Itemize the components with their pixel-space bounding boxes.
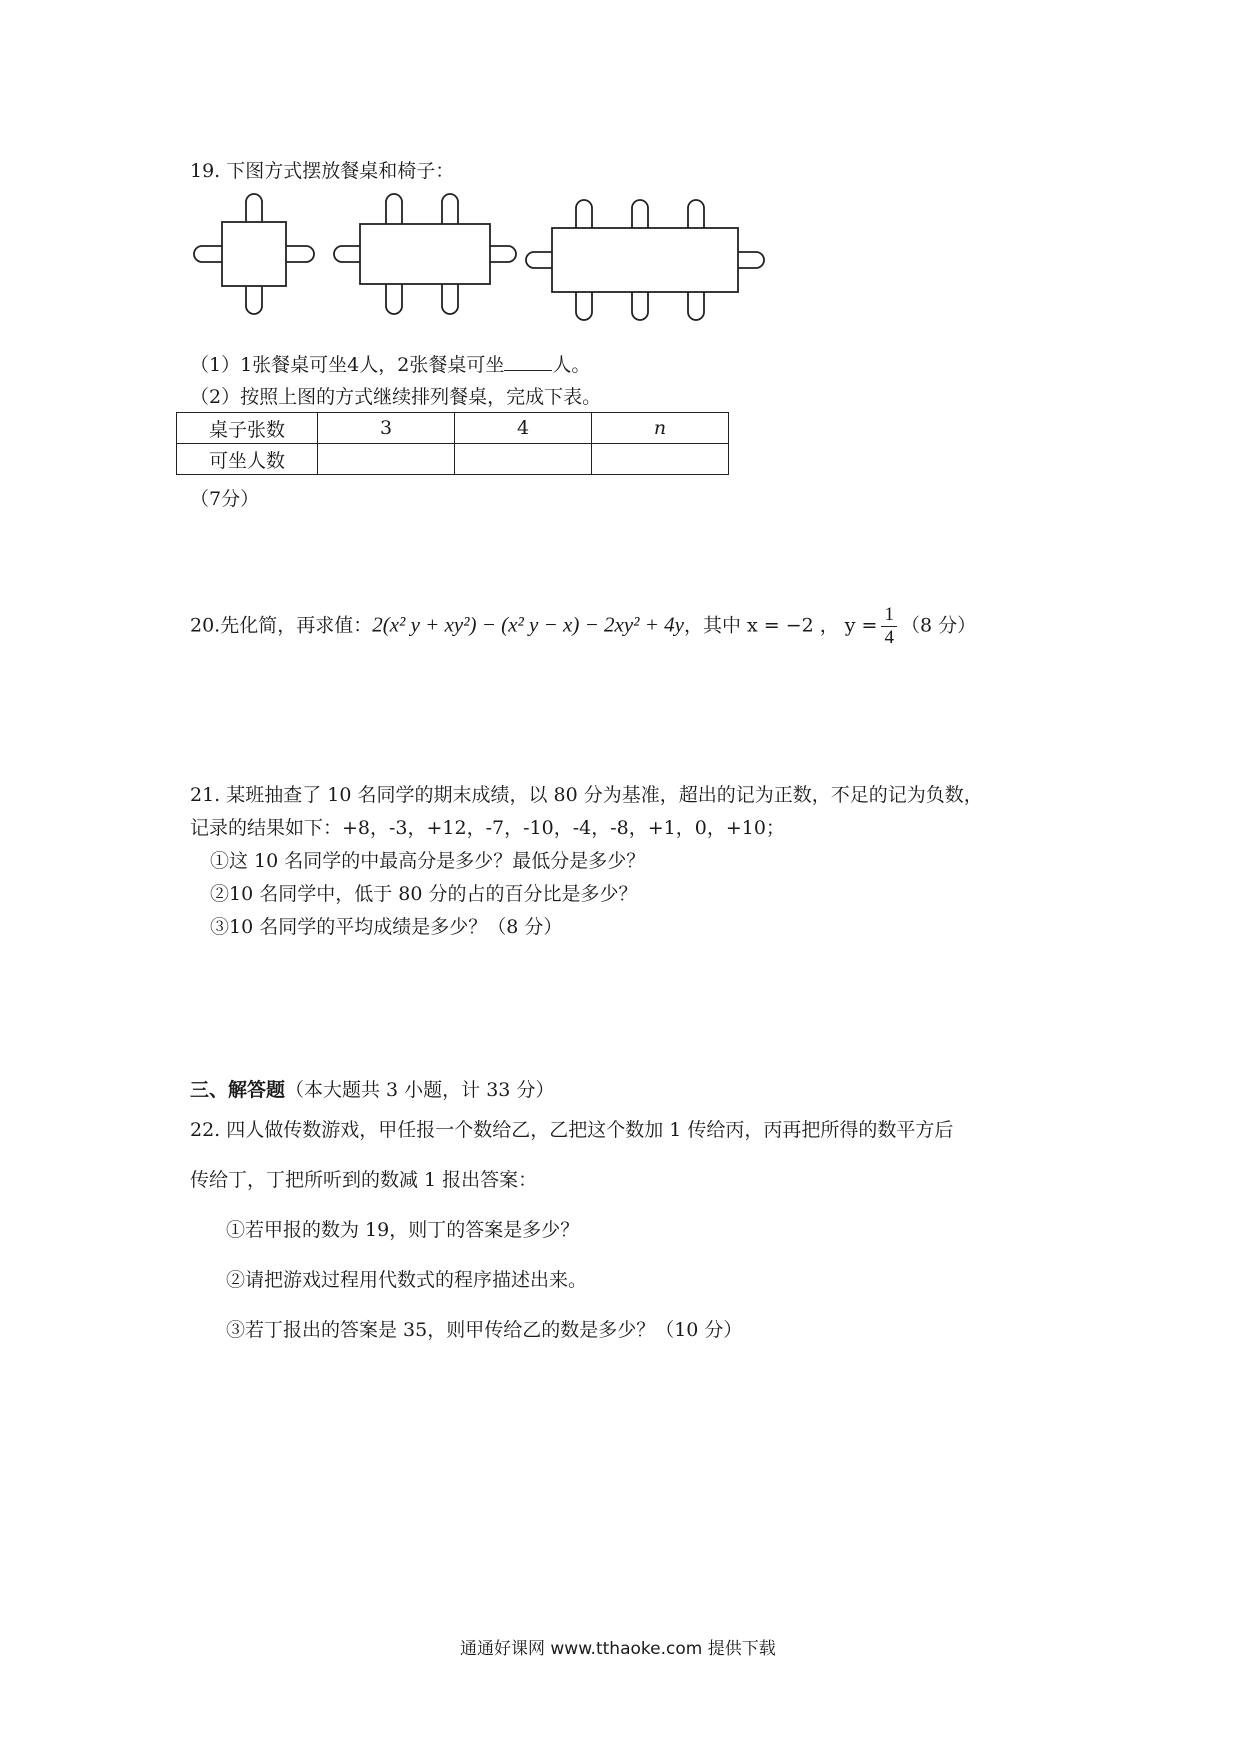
q19-sub1: （1）1张餐桌可坐4人，2张餐桌可坐 人。 [190,354,591,376]
q20-expression: 2(x² y + xy²) − (x² y − x) − 2xy² + 4y [372,612,684,637]
q22-line1: 22. 四人做传数游戏，甲任报一个数给乙，乙把这个数加 1 传给丙，丙再把所得的数平方后 [190,1119,954,1141]
q20-score: （8 分） [900,614,977,637]
q20-prefix: 20.先化简，再求值： [190,614,373,637]
section3-heading: 三、解答题（本大题共 3 小题，计 33 分） [190,1079,555,1101]
table-cell: 桌子张数 [177,413,318,444]
q20-fraction: $\frac{1}{4}$ [881,604,897,649]
q21-line1: 21. 某班抽查了 10 名同学的期末成绩，以 80 分为基准，超出的记为正数，不足的记为负数， [190,784,983,806]
table-cell: 可坐人数 [177,444,318,475]
table-cell: 3 [318,413,455,444]
table-cell [455,444,592,475]
q21-line2: 记录的结果如下：+8，-3，+12，-7，-10，-4，-8，+1，0，+10； [190,817,785,839]
figure-three-tables [526,200,764,320]
tables-chairs-figure [190,190,810,330]
q22-item3: ③若丁报出的答案是 35，则甲传给乙的数是多少？（10 分） [226,1319,743,1341]
table-cell [318,444,455,475]
q19-score: （7分） [190,488,260,510]
q21-item2: ②10 名同学中，低于 80 分的占的百分比是多少？ [210,883,638,905]
q22-item1: ①若甲报的数为 19，则丁的答案是多少？ [226,1219,580,1241]
q21-item3: ③10 名同学的平均成绩是多少？（8 分） [210,916,563,938]
table-row [177,444,729,475]
table-cell [592,444,729,475]
footer-credit: 通通好课网 www.tthaoke.com 提供下载 [460,1639,776,1659]
q20-condition: ，其中 x = −2 ， y = [683,614,878,637]
q19-title: 19. 下图方式摆放餐桌和椅子： [190,160,455,182]
table-cell: n [592,413,729,444]
table-cell: 4 [455,413,592,444]
q22-item2: ②请把游戏过程用代数式的程序描述出来。 [226,1269,588,1291]
q19-table [176,412,729,475]
q20 [190,604,976,649]
table-row [177,413,729,444]
q21-item1: ①这 10 名同学的中最高分是多少？最低分是多少？ [210,850,646,872]
q22-line2: 传给丁，丁把所听到的数减 1 报出答案： [190,1169,538,1191]
figure-two-tables [334,194,516,314]
q19-sub2: （2）按照上图的方式继续排列餐桌，完成下表。 [190,386,602,408]
figure-one-table [194,194,314,314]
answer-blank [504,352,552,371]
